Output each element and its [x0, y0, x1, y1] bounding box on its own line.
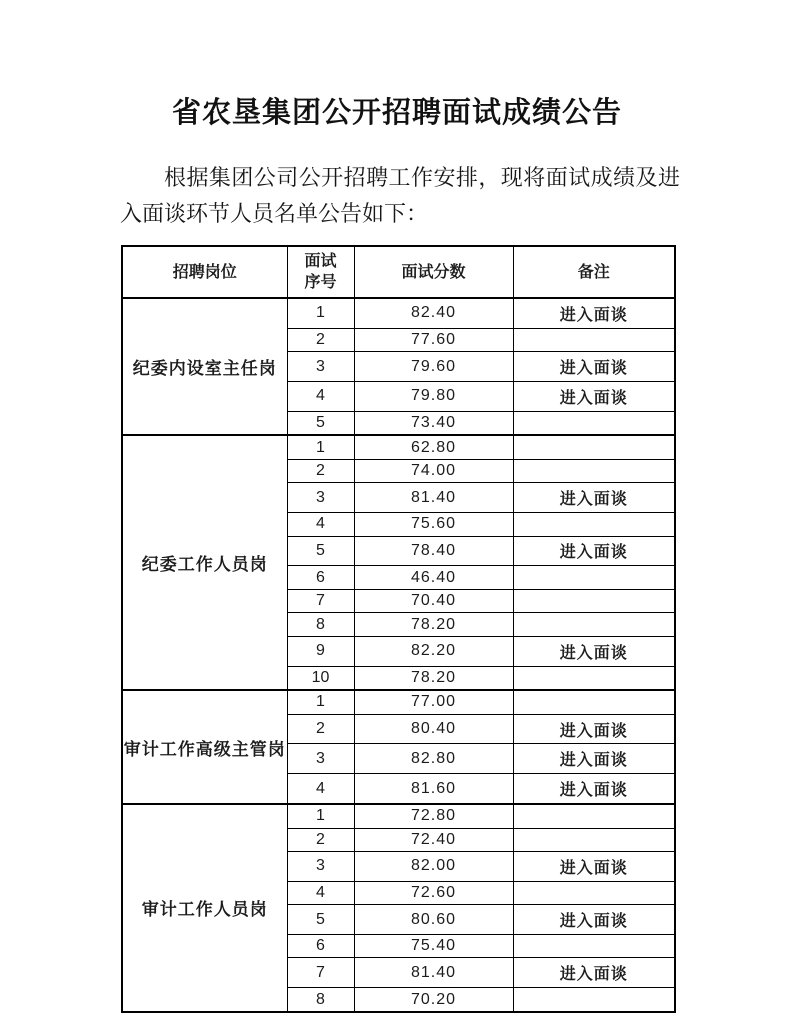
- table-row: [122, 690, 675, 714]
- score-cell: 72.40: [354, 828, 513, 852]
- header-row: [122, 246, 675, 298]
- sequence-cell: 3: [287, 483, 354, 513]
- remark-cell: 进入面谈: [513, 536, 675, 566]
- remark-cell: 进入面谈: [513, 483, 675, 513]
- score-cell: 78.20: [354, 666, 513, 690]
- score-cell: 81.60: [354, 774, 513, 804]
- remark-cell: 进入面谈: [513, 905, 675, 935]
- sequence-cell: 3: [287, 352, 354, 382]
- score-cell: 77.00: [354, 690, 513, 714]
- table-row: [122, 804, 675, 828]
- sequence-cell: 5: [287, 536, 354, 566]
- remark-cell: 进入面谈: [513, 774, 675, 804]
- remark-cell: [513, 435, 675, 459]
- sequence-cell: 1: [287, 298, 354, 328]
- remark-cell: 进入面谈: [513, 352, 675, 382]
- sequence-cell: 7: [287, 589, 354, 613]
- scores-table-body: [122, 298, 675, 1012]
- intro-paragraph: 根据集团公司公开招聘工作安排，现将面试成绩及进入面谈环节人员名单公告如下：: [120, 165, 680, 226]
- remark-cell: 进入面谈: [513, 958, 675, 988]
- sequence-cell: 2: [287, 714, 354, 744]
- remark-cell: [513, 328, 675, 352]
- score-cell: 70.40: [354, 589, 513, 613]
- sequence-cell: 4: [287, 513, 354, 537]
- sequence-cell: 4: [287, 774, 354, 804]
- remark-cell: 进入面谈: [513, 636, 675, 666]
- sequence-cell: 7: [287, 958, 354, 988]
- col-header-position: 招聘岗位: [122, 246, 287, 298]
- remark-cell: [513, 459, 675, 483]
- remark-cell: [513, 828, 675, 852]
- score-cell: 81.40: [354, 958, 513, 988]
- remark-cell: [513, 666, 675, 690]
- score-cell: 70.20: [354, 988, 513, 1012]
- score-cell: 79.80: [354, 382, 513, 412]
- remark-cell: [513, 881, 675, 905]
- document-title: 省农垦集团公开招聘面试成绩公告: [171, 97, 622, 129]
- remark-cell: [513, 513, 675, 537]
- remark-cell: [513, 988, 675, 1012]
- sequence-cell: 3: [287, 744, 354, 774]
- sequence-cell: 8: [287, 988, 354, 1012]
- sequence-cell: 6: [287, 934, 354, 958]
- remark-cell: [513, 934, 675, 958]
- score-cell: 72.60: [354, 881, 513, 905]
- score-cell: 74.00: [354, 459, 513, 483]
- score-cell: 77.60: [354, 328, 513, 352]
- sequence-cell: 9: [287, 636, 354, 666]
- score-cell: 82.80: [354, 744, 513, 774]
- table-row: [122, 298, 675, 328]
- score-cell: 72.80: [354, 804, 513, 828]
- score-cell: 46.40: [354, 566, 513, 590]
- position-cell: 纪委内设室主任岗: [122, 298, 287, 435]
- sequence-cell: 4: [287, 382, 354, 412]
- remark-cell: 进入面谈: [513, 744, 675, 774]
- sequence-cell: 8: [287, 613, 354, 637]
- sequence-cell: 5: [287, 905, 354, 935]
- sequence-cell: 5: [287, 411, 354, 435]
- remark-cell: 进入面谈: [513, 382, 675, 412]
- score-cell: 80.60: [354, 905, 513, 935]
- sequence-cell: 4: [287, 881, 354, 905]
- remark-cell: [513, 804, 675, 828]
- scores-table: [121, 245, 676, 1013]
- table-header: [122, 246, 675, 298]
- score-cell: 75.40: [354, 934, 513, 958]
- score-cell: 80.40: [354, 714, 513, 744]
- score-cell: 82.40: [354, 298, 513, 328]
- remark-cell: [513, 411, 675, 435]
- score-cell: 81.40: [354, 483, 513, 513]
- score-cell: 78.20: [354, 613, 513, 637]
- remark-cell: 进入面谈: [513, 714, 675, 744]
- sequence-cell: 10: [287, 666, 354, 690]
- score-cell: 78.40: [354, 536, 513, 566]
- remark-cell: [513, 613, 675, 637]
- col-header-sequence: 面试序号: [287, 246, 354, 298]
- col-header-score: 面试分数: [354, 246, 513, 298]
- sequence-cell: 1: [287, 804, 354, 828]
- score-cell: 79.60: [354, 352, 513, 382]
- sequence-cell: 2: [287, 328, 354, 352]
- col-header-remark: 备注: [513, 246, 675, 298]
- score-cell: 75.60: [354, 513, 513, 537]
- sequence-cell: 2: [287, 459, 354, 483]
- remark-cell: 进入面谈: [513, 852, 675, 882]
- score-cell: 73.40: [354, 411, 513, 435]
- remark-cell: [513, 690, 675, 714]
- score-cell: 62.80: [354, 435, 513, 459]
- table-row: [122, 435, 675, 459]
- remark-cell: 进入面谈: [513, 298, 675, 328]
- sequence-cell: 6: [287, 566, 354, 590]
- score-cell: 82.20: [354, 636, 513, 666]
- sequence-cell: 3: [287, 852, 354, 882]
- position-cell: 审计工作人员岗: [122, 804, 287, 1012]
- remark-cell: [513, 589, 675, 613]
- remark-cell: [513, 566, 675, 590]
- score-cell: 82.00: [354, 852, 513, 882]
- sequence-cell: 1: [287, 435, 354, 459]
- position-cell: 纪委工作人员岗: [122, 435, 287, 690]
- sequence-cell: 1: [287, 690, 354, 714]
- position-cell: 审计工作高级主管岗: [122, 690, 287, 804]
- sequence-cell: 2: [287, 828, 354, 852]
